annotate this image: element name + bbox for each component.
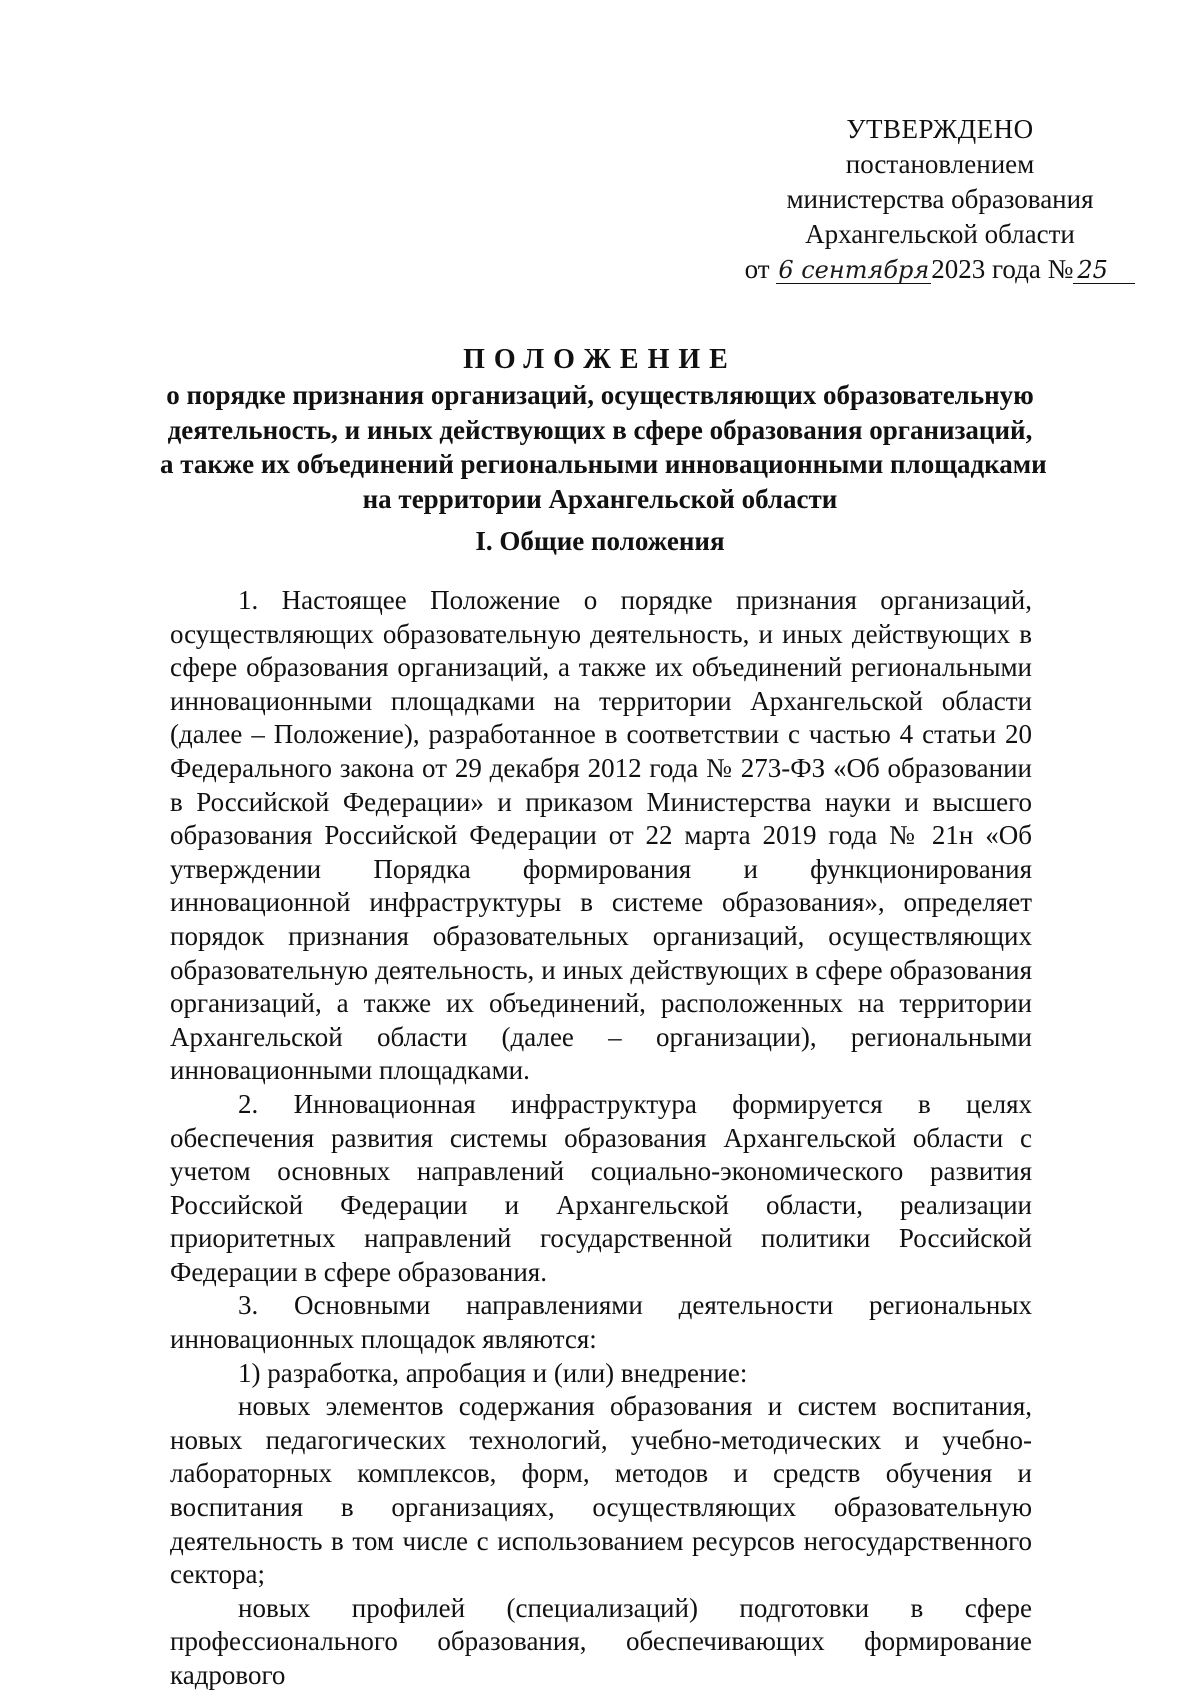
paragraph-3-item-1-sub-2: новых профилей (специализаций) подготовки в сфере профессионального образования, обеспечивающих формирование кадрового [170,1592,1032,1690]
approval-date-line [740,252,1140,287]
approval-number-handwritten: 25 [1073,257,1135,284]
subtitle-line: на территории Архангельской области [362,483,838,514]
paragraph-3-item-1-sub-1: новых элементов содержания образования и систем воспитания, новых педагогических технологий, учебно-методических и учебно-лабораторных комплексов, форм, методов и средств обучения и воспитания в организациях, осуществляющих образовательную деятельность в том числе с использованием ресурсов негосударственного сектора; [170,1391,1032,1590]
approval-block [740,112,1140,287]
document-subtitle [160,378,1047,516]
paragraph-2: 2. Инновационная инфраструктура формируется в целях обеспечения развития системы образования Архангельской области с учетом основных направлений социально-экономического развития Российской Федерации и Архангельской области, реализации приоритетных направлений государственной политики Российской Федерации в сфере образования. [170,1088,1032,1287]
paragraph-3-item-1: 1) разработка, апробация и (или) внедрение: [238,1357,748,1388]
section-title: I. Общие положения [475,526,725,556]
subtitle-line: а также их объединений региональными инновационными площадками [160,449,1047,479]
paragraph-1: 1. Настоящее Положение о порядке признания организаций, осуществляющих образовательную деятельность, и иных действующих в сфере образования организаций, а также их объединений региональными инновационными площадками на территории Архангельской области (далее – Положение), разработанное в соответствии с частью 4 статьи 20 Федерального закона от 29 декабря 2012 года № 273-ФЗ «Об образовании в Российской Федерации» и приказом Министерства науки и высшего образования Российской Федерации от 22 марта 2019 года № 21н «Об утверждении Порядка формирования и функционирования инновационной инфраструктуры в системе образования», определяет порядок признания образовательных организаций, осуществляющих образовательную деятельность, и иных действующих в сфере образования организаций, а также их объединений, расположенных на территории Архангельской области (далее – организации), региональными инновационными площадками. [170,585,1032,1086]
approval-line-1: постановлением [845,149,1035,179]
subtitle-line: деятельность, и иных действующих в сфере образования организаций, [167,414,1033,445]
approval-title: УТВЕРЖДЕНО [846,114,1034,144]
approval-date-handwritten: 6 сентября [778,256,930,284]
subtitle-line: о порядке признания организаций, осуществляющих образовательную [166,380,1034,410]
document-body [170,584,1032,1693]
approval-line-2: министерства образования [786,184,1094,214]
approval-date-suffix: 2023 года № [931,254,1074,284]
document-title-block [160,342,1047,516]
paragraph-3: 3. Основными направлениями деятельности региональных инновационных площадок являются: [170,1290,1032,1355]
document-heading: ПОЛОЖЕНИЕ [463,344,737,375]
approval-line-3: Архангельской области [805,219,1075,249]
approval-date-prefix: от [744,254,770,284]
